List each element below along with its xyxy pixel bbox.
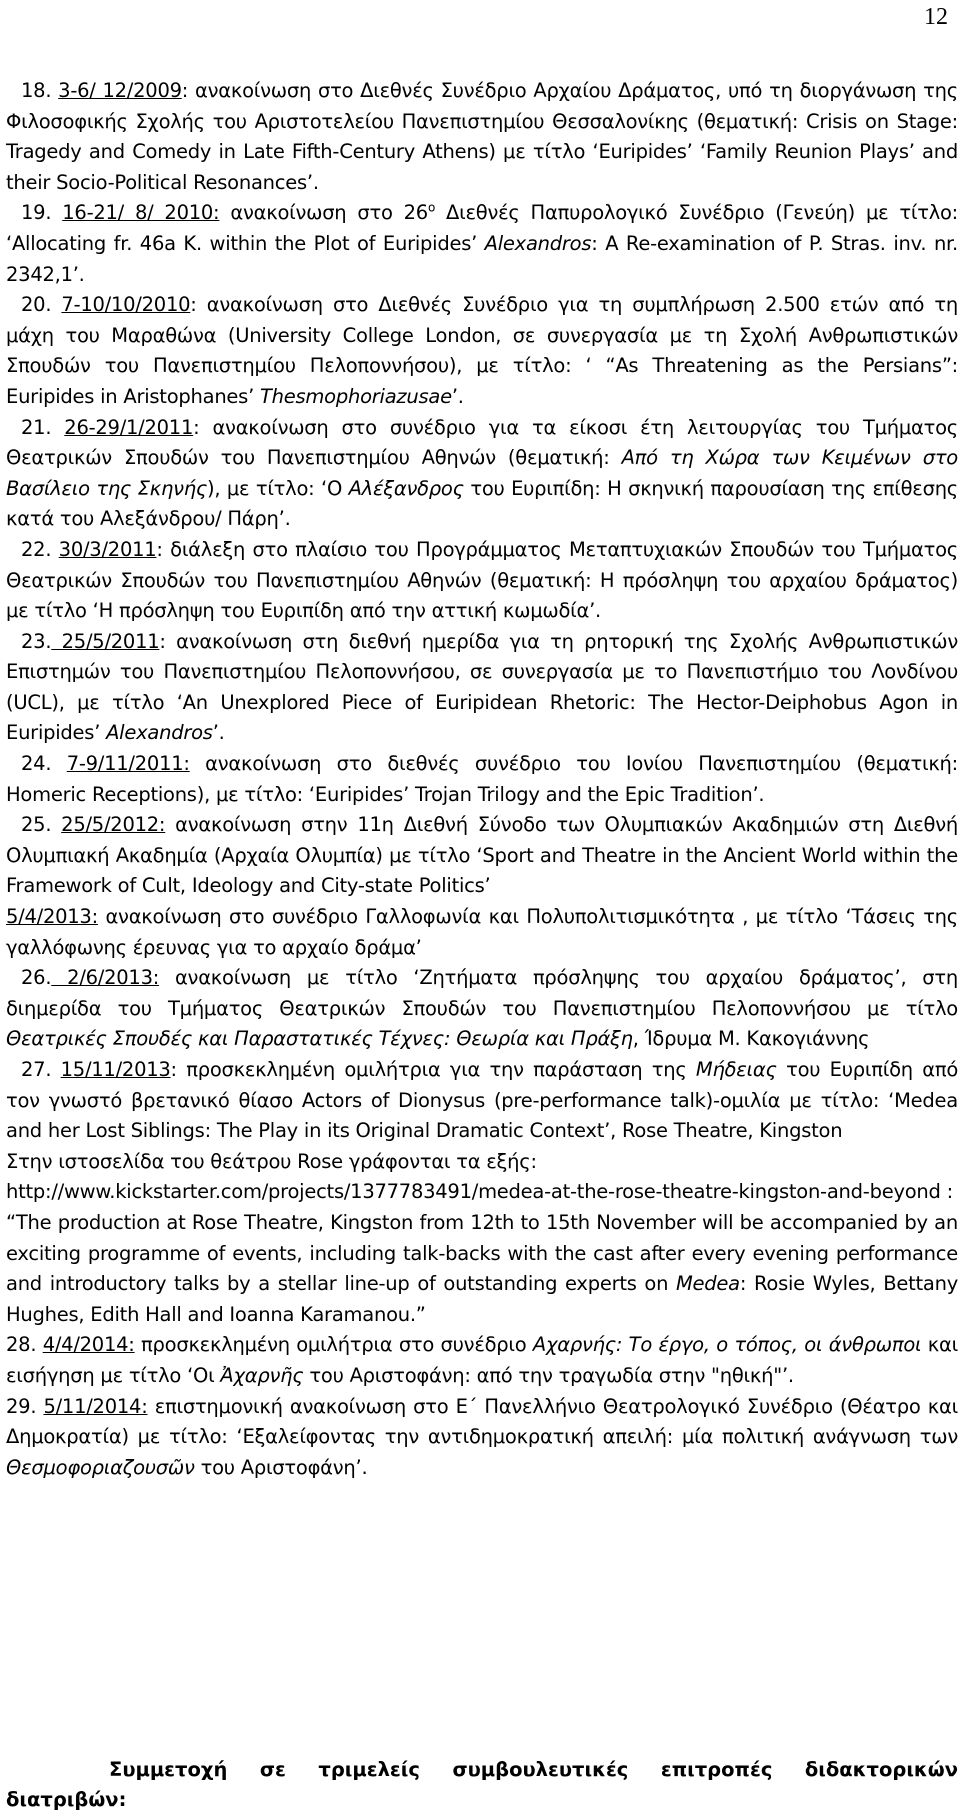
- entry-date: 7-9/11/2011:: [66, 752, 190, 776]
- entry-date: 16-21/ 8/ 2010:: [62, 201, 220, 225]
- entry-date: 26-29/1/2011: [64, 415, 194, 439]
- section-heading: Συμμετοχή σε τριμελείς συμβουλευτικές επιτροπές διδακτορικών διατριβών:: [6, 1758, 958, 1811]
- entry-date: 25/5/2012:: [61, 813, 166, 837]
- entry-28: 28. 4/4/2014: προσκεκλημένη ομιλήτρια στο συνέδριο Αχαρνής: Το έργο, ο τόπος, οι άνθρωποι και εισήγηση με τίτλο ‘Οι Ἀχαρνῆς του Αριστοφάνη: από την τραγωδία στην "ηθική"’.: [6, 1333, 958, 1387]
- kickstarter-url: http://www.kickstarter.com/projects/1377783491/medea-at-the-rose-theatre-kingston-and-beyond :: [6, 1180, 953, 1204]
- entry-date: 5/4/2013:: [6, 905, 98, 929]
- presentations-list: [6, 76, 958, 1483]
- entry-date: 7-10/10/2010: [61, 293, 191, 317]
- url-link[interactable]: http://www.kickstarter.com/projects/1377783491/medea-at-the-rose-theatre-kingston-and-beyond: [6, 1180, 941, 1204]
- entry-21: 21. 26-29/1/2011: ανακοίνωση στο συνέδριο για τα είκοσι έτη λειτουργίας του Τμήματος Θεατρικών Σπουδών του Πανεπιστημίου Αθηνών (θεματική: Από τη Χώρα των Κειμένων στο Βασίλειο της Σκηνής), με τίτλο: ‘Ο Αλέξανδρος του Ευριπίδη: Η σκηνική παρουσίαση της επίθεσης κατά του Αλεξάνδρου/ Πάρη’.: [6, 415, 958, 531]
- page-number: 12: [924, 4, 948, 30]
- entry-24: 24. 7-9/11/2011: ανακοίνωση στο διεθνές συνέδριο του Ιονίου Πανεπιστημίου (θεματική: Homeric Receptions), με τίτλο: ‘Euripides’ Trojan Trilogy and the Epic Tradition’.: [6, 752, 958, 806]
- entry-date: 15/11/2013: [60, 1058, 171, 1081]
- entry-18: 18. 3-6/ 12/2009: ανακοίνωση στο Διεθνές Συνέδριο Αρχαίου Δράματος, υπό τη διοργάνωση της Φιλοσοφικής Σχολής του Αριστοτελείου Πανεπιστημίου Θεσσαλονίκης (θεματική: Crisis on Stage: Tragedy and Comedy in Late Fifth-Century Athens) με τίτλο ‘Euripides’ ‘Family Reunion Plays’ and their Socio-Political Resonances’.: [6, 79, 958, 194]
- entry-date: 5/11/2014:: [43, 1394, 148, 1418]
- entry-27: 27. 15/11/2013: προσκεκλημένη ομιλήτρια για την παράσταση της Μήδειας του Ευριπίδη από τον γνωστό βρετανικό θίασο Actors of Dionysus (pre-performance talk)-ομιλία με τίτλο: ‘Medea and her Lost Siblings: The Play in its Original Dramatic Context’, Rose Theatre, Kingston: [6, 1058, 959, 1143]
- entry-22: 22. 30/3/2011: διάλεξη στο πλαίσιο του Προγράμματος Μεταπτυχιακών Σπουδών του Τμήματος Θεατρικών Σπουδών του Πανεπιστημίου Αθηνών (θεματική: Η πρόσληψη του αρχαίου δράματος) με τίτλο ‘Η πρόσληψη του Ευριπίδη από την αττική κωμωδία’.: [6, 537, 959, 623]
- rose-quote: “The production at Rose Theatre, Kingston from 12th to 15th November will be accompanied by an exciting programme of events, including talk-backs with the cast after every evening performance and introductory talks by a stellar line-up of outstanding experts on Medea: Rosie Wyles, Bettany Hughes, Edith Hall and Ioanna Karamanou.”: [6, 1210, 958, 1326]
- entry-20: 20. 7-10/10/2010: ανακοίνωση στο Διεθνές Συνέδριο για τη συμπλήρωση 2.500 ετών από τη μάχη του Μαραθώνα (University College London, σε συνεργασία με τη Σχολή Ανθρωπιστικών Σπουδών του Πανεπιστημίου Πελοποννήσου), με τίτλο: ‘ “As Threatening as the Persians”: Euripides in Aristophanes’ Thesmophoriazusae’.: [6, 293, 958, 408]
- entry-26: 26. 2/6/2013: ανακοίνωση με τίτλο ‘Ζητήματα πρόσληψης του αρχαίου δράματος’, στη διημερίδα του Τμήματος Θεατρικών Σπουδών του Πανεπιστημίου Πελοποννήσου με τίτλο Θεατρικές Σπουδές και Παραστατικές Τέχνες: Θεωρία και Πράξη, Ίδρυμα Μ. Κακογιάννης: [6, 966, 958, 1051]
- rose-intro: Στην ιστοσελίδα του θεάτρου Rose γράφονται τα εξής:: [6, 1149, 537, 1173]
- entry-date: 2/6/2013:: [51, 966, 160, 990]
- entry-29: 29. 5/11/2014: επιστημονική ανακοίνωση στο Ε΄ Πανελλήνιο Θεατρολογικό Συνέδριο (Θέατρο και Δημοκρατία) με τίτλο: ‘Εξαλείφοντας την αντιδημοκρατική απειλή: μία πολιτική ανάγνωση των Θεσμοφοριαζουσῶν του Αριστοφάνη’.: [6, 1394, 958, 1479]
- entry-date: 3-6/ 12/2009: [58, 79, 182, 102]
- entry-19: 19. 16-21/ 8/ 2010: ανακοίνωση στο $26^o$ Διεθνές Παπυρολογικό Συνέδριο (Γενεύη) με τίτλο: ‘Allocating fr. 46a K. within the Plot of Euripides’ Alexandros: A Re-examination of P. Stras. inv. nr. 2342,1’.: [6, 200, 958, 286]
- entry-date: 4/4/2014:: [42, 1333, 135, 1357]
- entry-date: 25/5/2011: [51, 629, 160, 653]
- entry-25-continuation: 5/4/2013: ανακοίνωση στο συνέδριο Γαλλοφωνία και Πολυπολιτισμικότητα , με τίτλο ‘Τάσεις της γαλλόφωνης έρευνας για το αρχαίο δράμα’: [6, 905, 958, 959]
- entry-25: 25. 25/5/2012: ανακοίνωση στην 11η Διεθνή Σύνοδο των Ολυμπιακών Ακαδημιών στη Διεθνή Ολυμπιακή Ακαδημία (Αρχαία Ολυμπία) με τίτλο ‘Sport and Theatre in the Ancient World within the Framework of Cult, Ideology and City-state Politics’: [6, 813, 958, 898]
- entry-date: 30/3/2011: [58, 537, 157, 561]
- entry-23: 23. 25/5/2011: ανακοίνωση στη διεθνή ημερίδα για τη ρητορική της Σχολής Ανθρωπιστικών Επιστημών του Πανεπιστημίου Πελοποννήσου, σε συνεργασία με το Πανεπιστήμιο του Λονδίνου (UCL), με τίτλο ‘An Unexplored Piece of Euripidean Rhetoric: The Hector-Deiphobus Agon in Euripides’ Alexandros’.: [6, 629, 958, 745]
